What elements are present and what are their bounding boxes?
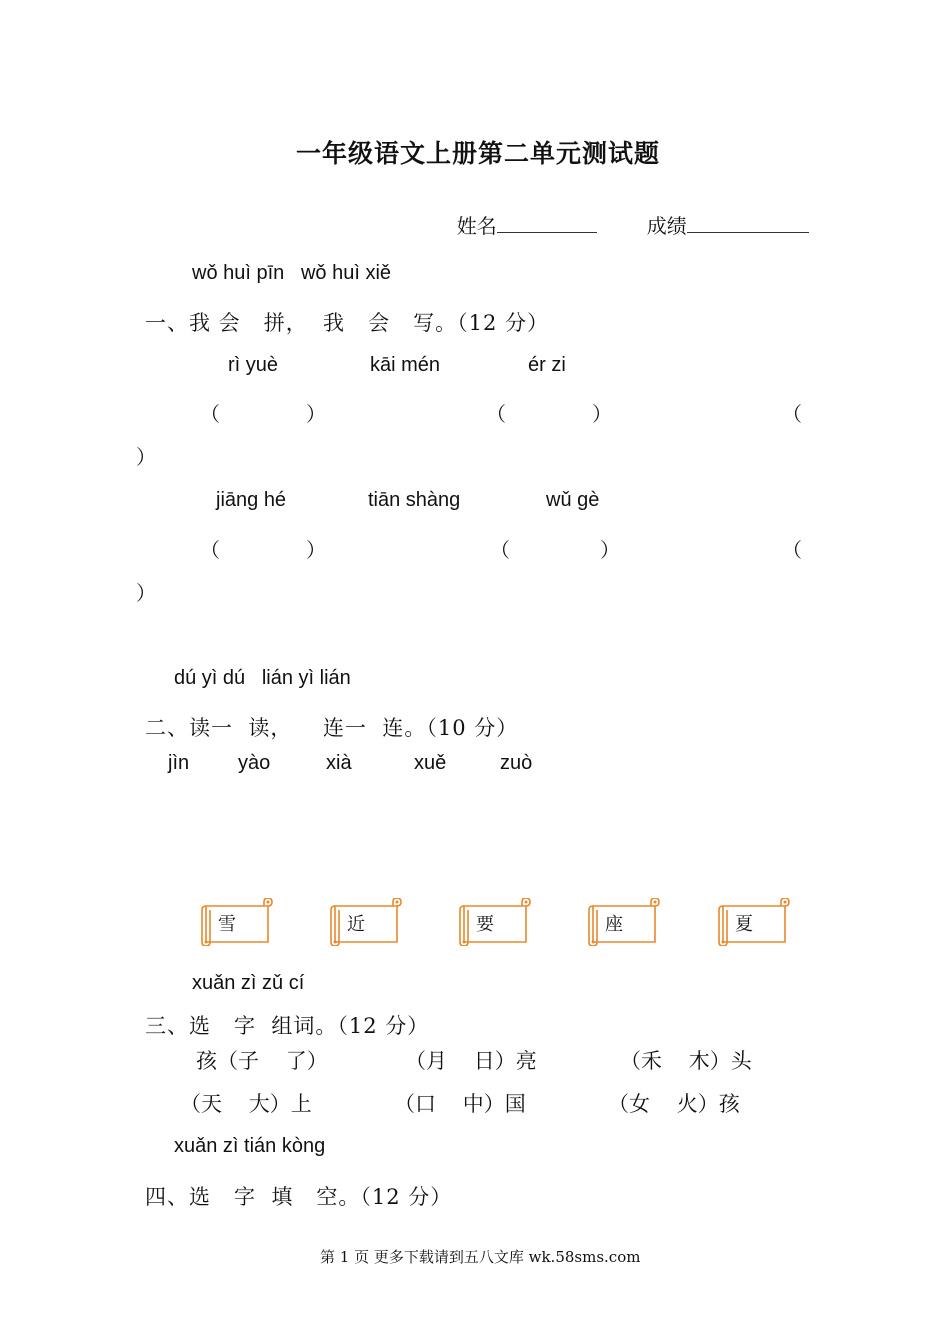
page-footer: 第 1 页 更多下载请到五八文库 wk.58sms.com	[320, 1248, 641, 1266]
section4-heading: 四、选 字 填 空。（12 分）	[145, 1185, 453, 1209]
scroll-char: 雪	[218, 914, 236, 935]
scroll-card	[458, 898, 532, 946]
answer-paren-open: （	[782, 402, 802, 426]
s1-pinyin-4: jiāng hé	[216, 489, 287, 511]
answer-paren-open: （	[200, 538, 220, 562]
section2-pinyin: dú yì dú lián yì lián	[174, 667, 351, 689]
s1-pinyin-1: rì yuè	[228, 354, 279, 376]
scroll-char: 要	[476, 914, 494, 935]
score-field	[634, 186, 809, 239]
answer-paren-open: （	[200, 402, 220, 426]
name-blank	[497, 214, 597, 233]
s2-pinyin-word: zuò	[500, 752, 533, 774]
answer-paren-open: （	[782, 538, 802, 562]
scroll-char: 座	[605, 914, 623, 935]
answer-paren-close: ）	[600, 538, 620, 562]
s3-option: 孩（子 了）	[196, 1049, 328, 1073]
scroll-card	[329, 898, 403, 946]
s1-pinyin-2: kāi mén	[370, 354, 441, 376]
section3-pinyin: xuǎn zì zǔ cí	[192, 972, 305, 994]
s3-option: （月 日）亮	[405, 1049, 537, 1073]
scroll-char: 近	[347, 914, 365, 935]
answer-paren-close: ）	[136, 581, 156, 605]
name-field	[444, 186, 597, 239]
answer-paren-close: ）	[592, 402, 612, 426]
s3-option: （口 中）国	[394, 1092, 526, 1116]
answer-paren-open: （	[490, 538, 510, 562]
s2-pinyin-word: yào	[238, 752, 271, 774]
page-title: 一年级语文上册第二单元测试题	[296, 139, 661, 168]
section4-pinyin: xuǎn zì tián kòng	[174, 1135, 326, 1157]
s3-option: （女 火）孩	[608, 1092, 740, 1116]
section1-heading: 一、我 会 拼， 我 会 写。（12 分）	[145, 311, 549, 335]
scroll-card	[717, 898, 791, 946]
scroll-card	[587, 898, 661, 946]
section2-heading: 二、读一 读， 连一 连。（10 分）	[145, 716, 519, 740]
s3-option: （天 大）上	[180, 1092, 312, 1116]
s1-pinyin-6: wǔ gè	[546, 489, 600, 511]
answer-paren-close: ）	[306, 402, 326, 426]
answer-paren-close: ）	[306, 538, 326, 562]
answer-paren-close: ）	[136, 445, 156, 469]
scroll-card	[200, 898, 274, 946]
s1-pinyin-3: ér zi	[528, 354, 566, 376]
s1-pinyin-5: tiān shàng	[368, 489, 461, 511]
s2-pinyin-word: xuě	[414, 752, 447, 774]
section3-heading: 三、选 字 组词。（12 分）	[145, 1014, 430, 1038]
s2-pinyin-word: jìn	[168, 752, 190, 774]
score-label: 成绩	[646, 214, 687, 238]
score-blank	[687, 214, 809, 233]
name-label: 姓名	[456, 214, 497, 238]
section1-pinyin: wǒ huì pīn wǒ huì xiě	[192, 262, 392, 284]
scroll-char: 夏	[735, 914, 753, 935]
answer-paren-open: （	[486, 402, 506, 426]
s2-pinyin-word: xià	[326, 752, 352, 774]
s3-option: （禾 木）头	[620, 1049, 752, 1073]
